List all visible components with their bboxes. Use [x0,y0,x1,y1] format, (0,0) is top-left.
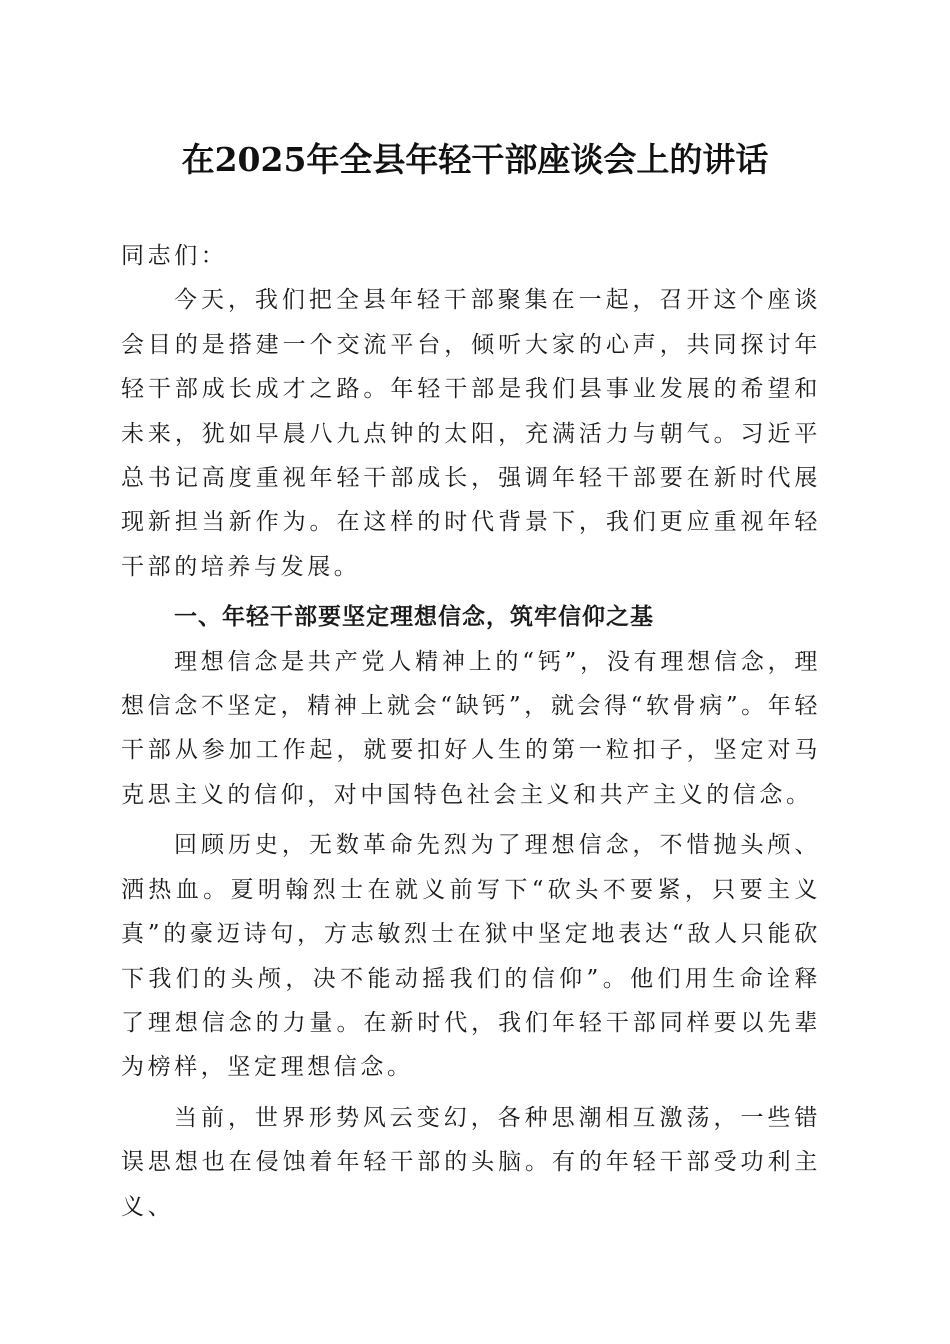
paragraph-current-situation: 当前，世界形势风云变幻，各种思潮相互激荡，一些错误思想也在侵蚀着年轻干部的头脑。有的年轻干部受功利主义、 [121,1104,821,1220]
section-heading-1: 一、年轻干部要坚定理想信念，筑牢信仰之基 [174,604,654,631]
document-title: 在2025年全县年轻干部座谈会上的讲话 [181,140,769,179]
document-body [121,234,821,1229]
paragraph-intro: 今天，我们把全县年轻干部聚集在一起，召开这个座谈会目的是搭建一个交流平台，倾听大家的心声，共同探讨年轻干部成长成才之路。年轻干部是我们县事业发展的希望和未来，犹如早晨八九点钟的太阳，充满活力与朝气。习近平总书记高度重视年轻干部成长，强调年轻干部要在新时代展现新担当新作为。在这样的时代背景下，我们更应重视年轻干部的培养与发展。 [121,287,821,580]
paragraph-faith-calcium: 理想信念是共产党人精神上的“钙”，没有理想信念，理想信念不坚定，精神上就会“缺钙”，就会得“软骨病”。年轻干部从参加工作起，就要扣好人生的第一粒扣子，坚定对马克思主义的信仰，对中国特色社会主义和共产主义的信念。 [121,648,821,808]
paragraph-history-martyrs: 回顾历史，无数革命先烈为了理想信念，不惜抛头颅、洒热血。夏明翰烈士在就义前写下“砍头不要紧，只要主义真”的豪迈诗句，方志敏烈士在狱中坚定地表达“敌人只能砍下我们的头颅，决不能动摇我们的信仰”。他们用生命诠释了理想信念的力量。在新时代，我们年轻干部同样要以先辈为榜样，坚定理想信念。 [121,832,821,1081]
salutation: 同志们： [121,243,228,269]
